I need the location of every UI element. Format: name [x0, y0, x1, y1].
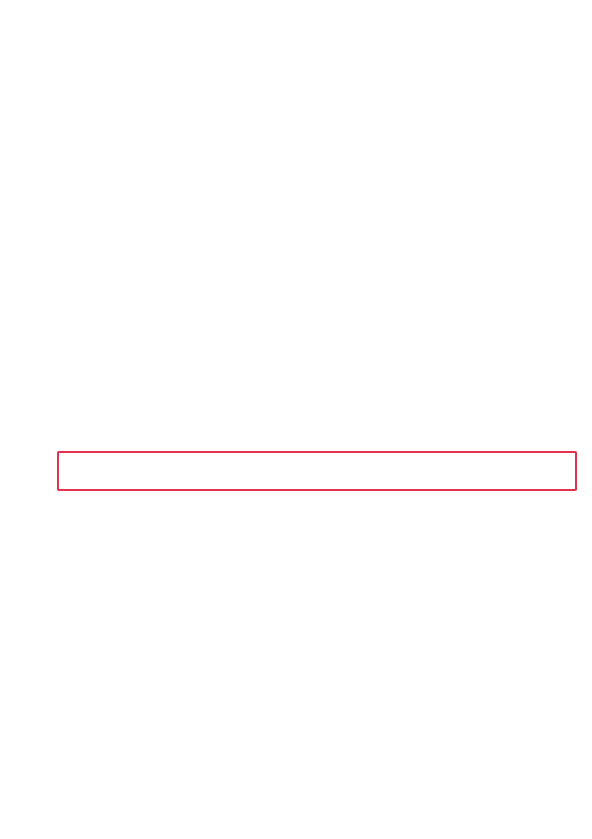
highlight-box	[57, 451, 577, 491]
document-body	[70, 41, 567, 42]
